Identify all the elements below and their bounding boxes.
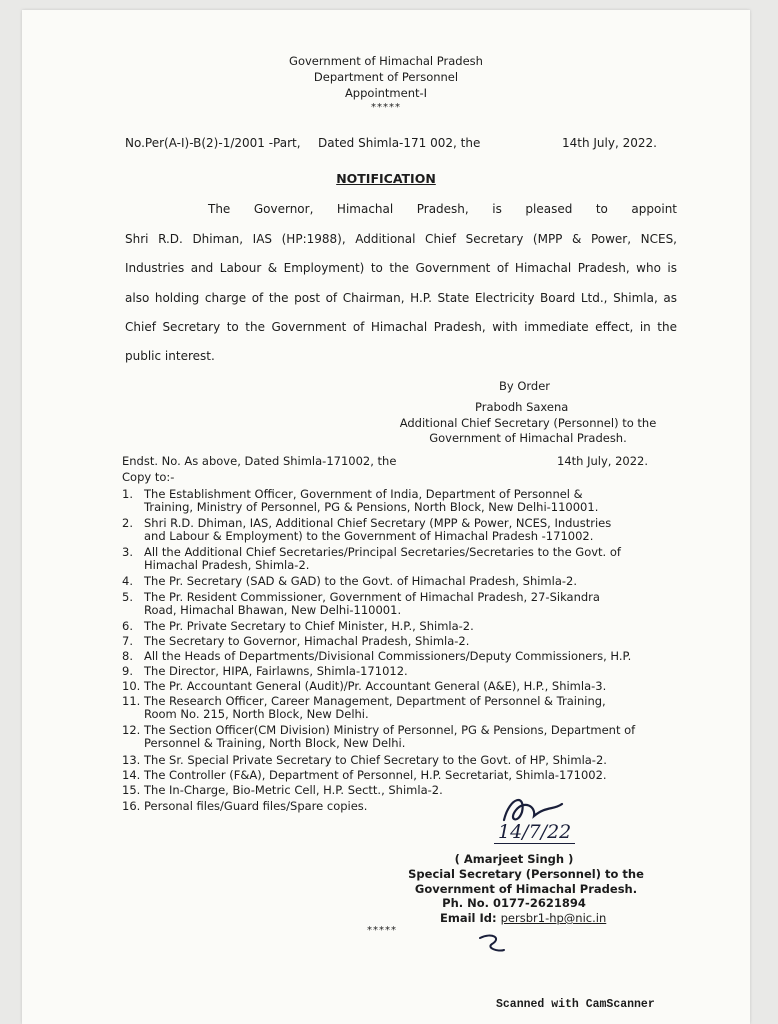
by-order: By Order: [499, 379, 551, 393]
copy-item: 11. The Research Officer, Career Management, Department of Personnel & Training,: [122, 694, 606, 708]
header-government: Government of Himachal Pradesh: [289, 54, 483, 68]
copy-item-continued: Room No. 215, North Block, New Delhi.: [144, 707, 369, 721]
copy-item: 4. The Pr. Secretary (SAD & GAD) to the Govt. of Himachal Pradesh, Shimla-2.: [122, 574, 577, 588]
notification-line-4: also holding charge of the post of Chairman, H.P. State Electricity Board Ltd., Shimla, as: [125, 291, 677, 305]
signatory-email-row: [440, 911, 606, 925]
notification-line-2: Shri R.D. Dhiman, IAS (HP:1988), Additional Chief Secretary (MPP & Power, NCES,: [125, 232, 677, 246]
endorsement-number: Endst. No. As above, Dated Shimla-171002, the: [122, 454, 397, 468]
reference-dated: Dated Shimla-171 002, the: [318, 136, 481, 150]
copy-item: 14. The Controller (F&A), Department of Personnel, H.P. Secretariat, Shimla-171002.: [122, 768, 607, 782]
header-stars: *****: [371, 102, 401, 113]
footer-stars: *****: [367, 925, 397, 936]
copy-item-continued: Himachal Pradesh, Shimla-2.: [144, 558, 310, 572]
copy-item: 12. The Section Officer(CM Division) Ministry of Personnel, PG & Pensions, Department of: [122, 723, 636, 737]
document-page: [22, 10, 750, 1024]
notification-title: NOTIFICATION: [336, 171, 436, 186]
copy-item: 7. The Secretary to Governor, Himachal Pradesh, Shimla-2.: [122, 634, 470, 648]
signatory-designation-1: Special Secretary (Personnel) to the: [408, 867, 644, 881]
order-designation-2: Government of Himachal Pradesh.: [429, 431, 627, 445]
copy-item: 6. The Pr. Private Secretary to Chief Minister, H.P., Shimla-2.: [122, 619, 474, 633]
reference-date: 14th July, 2022.: [562, 136, 657, 150]
notification-line-5: Chief Secretary to the Government of Himachal Pradesh, with immediate effect, in the: [125, 320, 677, 334]
notification-line-1: The Governor, Himachal Pradesh, is pleased to appoint: [208, 202, 677, 216]
copy-item-continued: Road, Himachal Bhawan, New Delhi-110001.: [144, 603, 402, 617]
copy-item: 2. Shri R.D. Dhiman, IAS, Additional Chief Secretary (MPP & Power, NCES, Industries: [122, 516, 612, 530]
scribble-mark: [474, 930, 514, 958]
copy-item-continued: Personnel & Training, North Block, New Delhi.: [144, 736, 406, 750]
copy-item: 16. Personal files/Guard files/Spare copies.: [122, 799, 368, 813]
reference-number: No.Per(A-I)-B(2)-1/2001 -Part,: [125, 136, 301, 150]
copy-item-continued: and Labour & Employment) to the Government of Himachal Pradesh -171002.: [144, 529, 594, 543]
email-link[interactable]: persbr1-hp@nic.in: [500, 911, 607, 925]
email-label: Email Id:: [440, 911, 497, 925]
copy-item: 3. All the Additional Chief Secretaries/Principal Secretaries/Secretaries to the Govt. of: [122, 545, 621, 559]
notification-line-6: public interest.: [125, 349, 215, 363]
signatory-phone: Ph. No. 0177-2621894: [442, 896, 586, 910]
copy-item: 15. The In-Charge, Bio-Metric Cell, H.P. Sectt., Shimla-2.: [122, 783, 443, 797]
header-section: Appointment-I: [344, 86, 428, 100]
signatory-designation-2: Government of Himachal Pradesh.: [414, 882, 638, 896]
notification-line-3: Industries and Labour & Employment) to the Government of Himachal Pradesh, who is: [125, 261, 677, 275]
copy-item: 1. The Establishment Officer, Government of India, Department of Personnel &: [122, 487, 583, 501]
scanner-watermark: Scanned with CamScanner: [496, 998, 655, 1011]
copy-item: 13. The Sr. Special Private Secretary to Chief Secretary to the Govt. of HP, Shimla-2.: [122, 753, 607, 767]
copy-item: 8. All the Heads of Departments/Divisional Commissioners/Deputy Commissioners, H.P.: [122, 649, 632, 663]
handwritten-date: 14/7/22: [494, 821, 575, 844]
endorsement-date: 14th July, 2022.: [557, 454, 649, 468]
copy-item: 10. The Pr. Accountant General (Audit)/Pr. Accountant General (A&E), H.P., Shimla-3.: [122, 679, 607, 693]
copy-item: 9. The Director, HIPA, Fairlawns, Shimla-171012.: [122, 664, 408, 678]
copy-item-continued: Training, Ministry of Personnel, PG & Pensions, North Block, New Delhi-110001.: [144, 500, 599, 514]
header-department: Department of Personnel: [313, 70, 459, 84]
copy-to-label: Copy to:-: [122, 470, 175, 484]
signatory-name: ( Amarjeet Singh ): [454, 852, 574, 866]
order-designation-1: Additional Chief Secretary (Personnel) to the: [399, 416, 657, 430]
order-name: Prabodh Saxena: [475, 400, 569, 414]
copy-item: 5. The Pr. Resident Commissioner, Government of Himachal Pradesh, 27-Sikandra: [122, 590, 600, 604]
